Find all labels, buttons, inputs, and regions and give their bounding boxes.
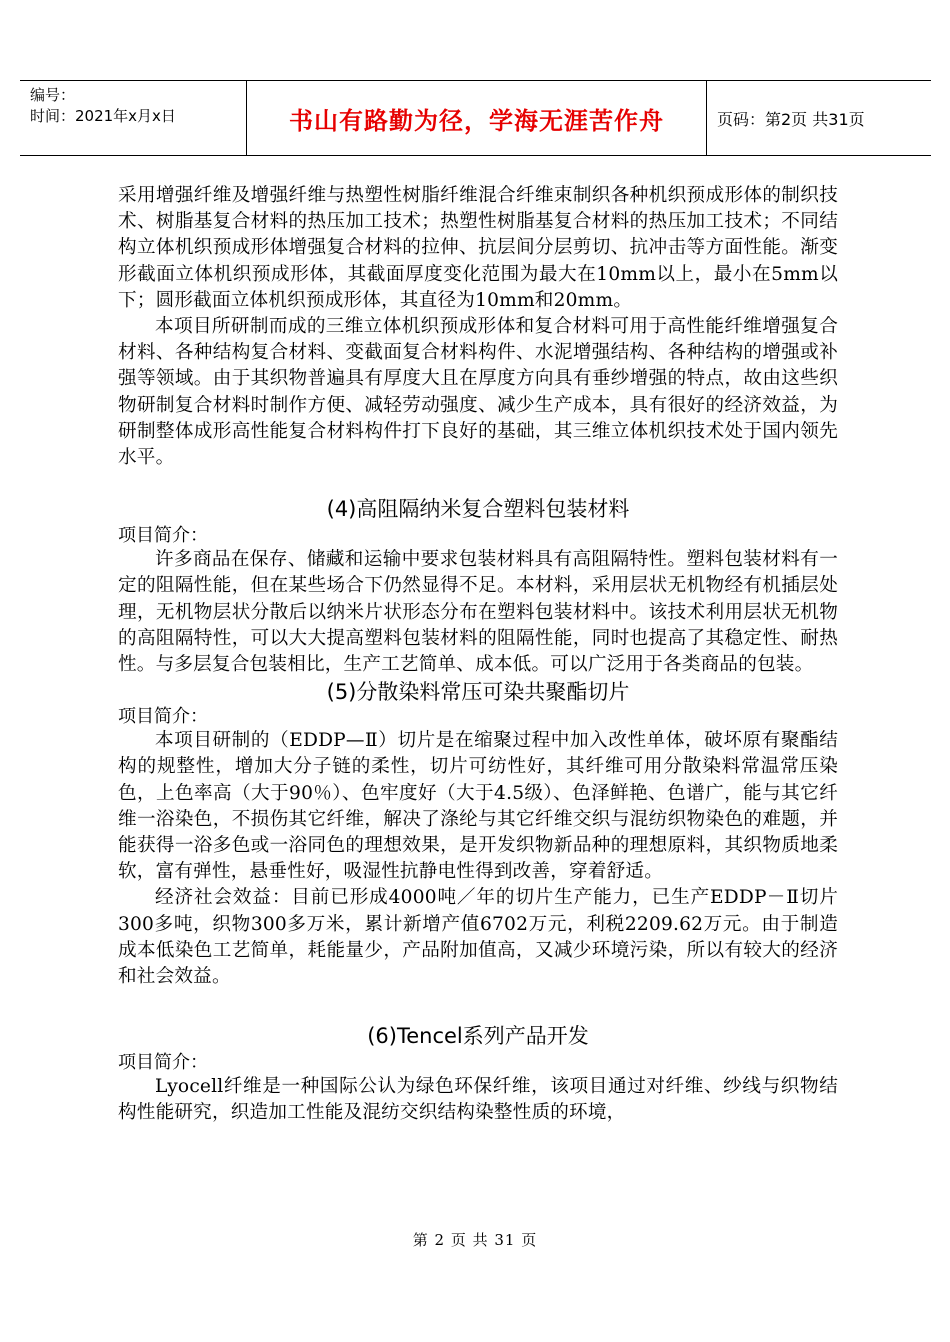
paragraph: 许多商品在保存、储藏和运输中要求包装材料具有高阻隔特性。塑料包装材料有一定的阻隔性能，但在某些场合下仍然显得不足。本材料，采用层状无机物经有机插层处理，无机物层状分散后以纳米片状形态分布在塑料包装材料中。该技术利用层状无机物的高阻隔特性，可以大大提高塑料包装材料的阻隔性能，同时也提高了其稳定性、耐热性。与多层复合包装相比，生产工艺简单、成本低。可以广泛用于各类商品的包装。 [118,549,838,676]
section-label: 项目简介： [118,706,208,728]
section-label: 项目简介： [118,1052,208,1074]
section-heading: (6)Tencel系列产品开发 [367,1024,589,1049]
page-header [20,80,931,156]
document-number-label: 编号： [30,86,76,104]
section-heading: (5)分散染料常压可染共聚酯切片 [326,680,630,705]
paragraph: 经济社会效益：目前已形成4000吨／年的切片生产能力，已生产EDDP－Ⅱ切片300多吨，织物300多万米，累计新增产值6702万元，利税2209.62万元。由于制造成本低染色工艺简单，耗能量少，产品附加值高，又减少环境污染，所以有较大的经济和社会效益。 [118,887,838,988]
section-label: 项目简介： [118,525,208,547]
section-heading: (4)高阻隔纳米复合塑料包装材料 [326,497,630,522]
document-time-label: 时间：2021年x月x日 [30,107,176,125]
document-body [118,183,838,1127]
header-page-info: 页码：第2页 共31页 [706,81,931,155]
header-meta [20,81,246,155]
paragraph: Lyocell纤维是一种国际公认为绿色环保纤维，该项目通过对纤维、纱线与织物结构性能研究，织造加工性能及混纺交织结构染整性质的环境， [118,1076,838,1124]
header-motto: 书山有路勤为径，学海无涯苦作舟 [246,81,706,155]
paragraph: 采用增强纤维及增强纤维与热塑性树脂纤维混合纤维束制织各种机织预成形体的制织技术、树脂基复合材料的热压加工技术；热塑性树脂基复合材料的热压加工技术；不同结构立体机织预成形体增强复合材料的拉伸、抗层间分层剪切、抗冲击等方面性能。渐变形截面立体机织预成形体，其截面厚度变化范围为最大在10mm以上，最小在5mm以下；圆形截面立体机织预成形体，其直径为10mm和20mm。 [118,185,838,311]
paragraph: 本项目研制的（EDDP—Ⅱ）切片是在缩聚过程中加入改性单体，破坏原有聚酯结构的规整性，增加大分子链的柔性，切片可纺性好，其纤维可用分散染料常温常压染色，上色率高（大于90％）、色牢度好（大于4.5级）、色泽鲜艳、色谱广，能与其它纤维一浴染色，不损伤其它纤维，解决了涤纶与其它纤维交织与混纺织物染色的难题，并能获得一浴多色或一浴同色的理想效果，是开发织物新品种的理想原料，其织物质地柔软，富有弹性，悬垂性好，吸湿性抗静电性得到改善，穿着舒适。 [118,730,838,883]
paragraph: 本项目所研制而成的三维立体机织预成形体和复合材料可用于高性能纤维增强复合材料、各种结构复合材料、变截面复合材料构件、水泥增强结构、各种结构的增强或补强等领域。由于其织物普遍具有厚度大且在厚度方向具有垂纱增强的特点，故由这些织物研制复合材料时制作方便、减轻劳动强度、减少生产成本，具有很好的经济效益，为研制整体成形高性能复合材料构件打下良好的基础，其三维立体机织技术处于国内领先水平。 [118,316,838,469]
page-footer: 第 2 页 共 31 页 [412,1231,538,1249]
